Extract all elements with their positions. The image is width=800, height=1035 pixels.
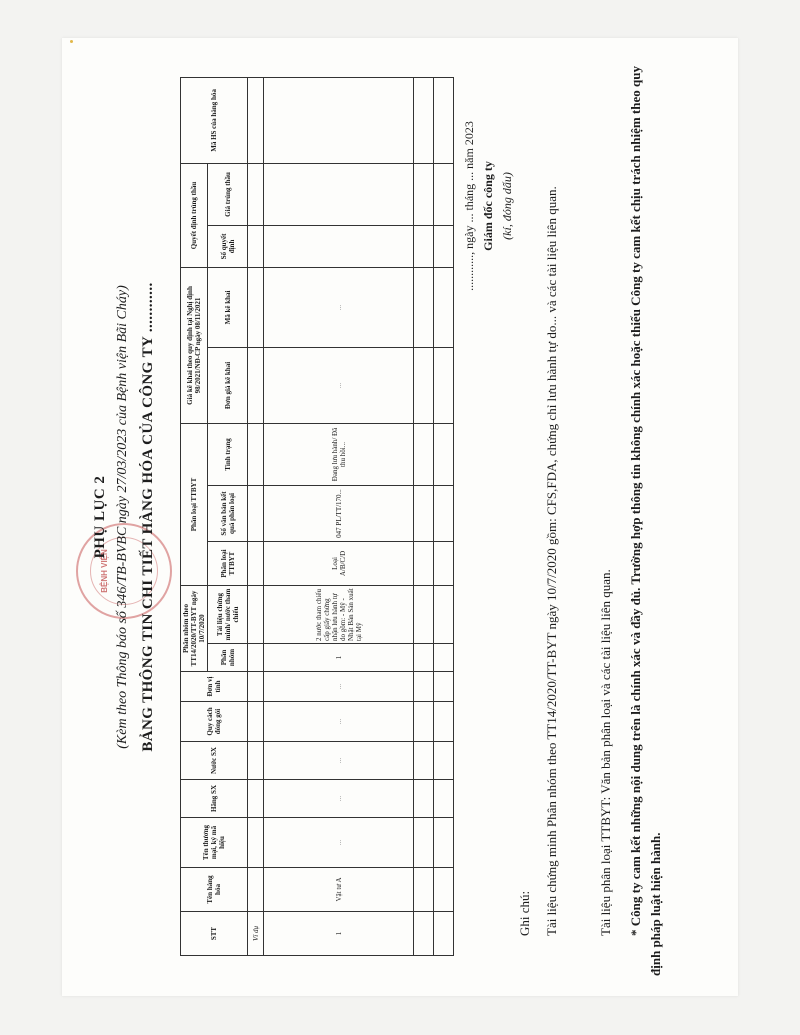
example-dash: ... [264, 672, 414, 702]
col-so-van-ban: Số văn bản kết quả phân loại [208, 486, 248, 542]
rotated-landscape-content [62, 38, 738, 996]
col-group-phan-loai: Phân loại TTBYT [181, 423, 208, 585]
col-don-vi: Đơn vị tính [181, 672, 248, 702]
signature-block [462, 56, 515, 356]
example-dash: ... [264, 818, 414, 868]
example-dash: ... [264, 780, 414, 818]
example-phan-loai: Loại A/B/C/D [264, 542, 414, 586]
document-page [62, 38, 738, 996]
example-tai-lieu: 2 nước tham chiếu cấp giấy chứng nhận lưu hành tự do gồm: - Mỹ - Nhật Bản Sản xuất tại Mỹ [264, 586, 414, 644]
col-tinh-trang: Tình trạng [208, 423, 248, 485]
signature-note: (kí, đóng dấu) [500, 172, 514, 240]
example-label: Ví dụ [248, 912, 264, 956]
goods-info-table [180, 77, 454, 956]
col-ma-ke-khai: Mã kê khai [208, 267, 248, 347]
example-phan-nhom: 1 [264, 644, 414, 672]
empty-row [414, 77, 434, 955]
example-dash: ... [264, 347, 414, 423]
example-so-van-ban: 047 PL/TT/170... [264, 486, 414, 542]
example-row [264, 77, 414, 955]
col-stt: STT [181, 912, 248, 956]
header-row-1 [181, 77, 208, 955]
col-ten-hang: Tên hàng hóa [181, 868, 248, 912]
scan-artifact [70, 40, 73, 43]
col-tai-lieu: Tài liệu chứng minh/ nước tham chiếu [208, 586, 248, 644]
col-ten-thuong-mai: Tên thương mại, ký mã hiệu [181, 818, 248, 868]
example-dash: ... [264, 742, 414, 780]
example-label-row [248, 77, 264, 955]
example-tinh-trang: Đang lưu hành/ Đã thu hồi... [264, 423, 414, 485]
signature-role: Giám đốc công ty [481, 161, 495, 251]
example-stt: 1 [264, 912, 414, 956]
col-group-phan-nhom: Phân nhóm theo TT14/2020/TT-BYT ngày 10/7/2020 [181, 586, 208, 672]
col-group-gia-ke-khai: Giá kê khai theo quy định tại Nghị định 98/2021/NĐ-CP ngày 08/11/2021 [181, 267, 208, 423]
col-phan-nhom: Phân nhóm [208, 644, 248, 672]
col-nuoc-sx: Nước SX [181, 742, 248, 780]
note-line-2: Tài liệu phân loại TTBYT: Văn bản phân loại và các tài liệu liên quan. [598, 569, 613, 936]
col-group-quyet-dinh: Quyết định trúng thầu [181, 163, 208, 267]
stamp-text: BỆNH VIỆN [100, 549, 109, 593]
appendix-subtitle: (Kèm theo Thông báo số 346/TB-BVBC ngày 27/03/2023 của Bệnh viện Bãi Cháy) [115, 285, 130, 749]
example-ten-hang: Vật tư A [264, 868, 414, 912]
signature-date: ............, ngày ... tháng ... năm 2023 [462, 121, 476, 291]
col-gia-trung-thau: Giá trúng thầu [208, 163, 248, 225]
col-don-gia: Đơn giá kê khai [208, 347, 248, 423]
col-hang-sx: Hãng SX [181, 780, 248, 818]
notes-title: Ghi chú: [517, 890, 532, 936]
empty-row [434, 77, 454, 955]
col-phan-loai: Phân loại TTBYT [208, 542, 248, 586]
table-title: BẢNG THÔNG TIN CHI TIẾT HÀNG HÓA CỦA CÔNG TY ............ [140, 282, 156, 752]
appendix-title: PHỤ LỤC 2 [92, 475, 108, 559]
note-line-3: * Công ty cam kết những nội dung trên là chính xác và đầy đủ. Trường hợp thông tin không chính xác hoặc thiếu Công ty cam kết chịu trách nhiệm theo quy định pháp luật hiện hành. [628, 66, 663, 976]
col-so-quyet-dinh: Số quyết định [208, 225, 248, 267]
col-quy-cach: Quy cách đóng gói [181, 702, 248, 742]
col-ma-hs: Mã HS của hàng hóa [181, 77, 248, 163]
note-line-1: Tài liệu chứng minh Phân nhóm theo TT14/2020/TT-BYT ngày 10/7/2020 gồm: CFS,FDA, chứng chỉ lưu hành tự do... và các tài liệu liên quan. [544, 186, 559, 936]
example-dash: ... [264, 702, 414, 742]
example-dash: ... [264, 267, 414, 347]
